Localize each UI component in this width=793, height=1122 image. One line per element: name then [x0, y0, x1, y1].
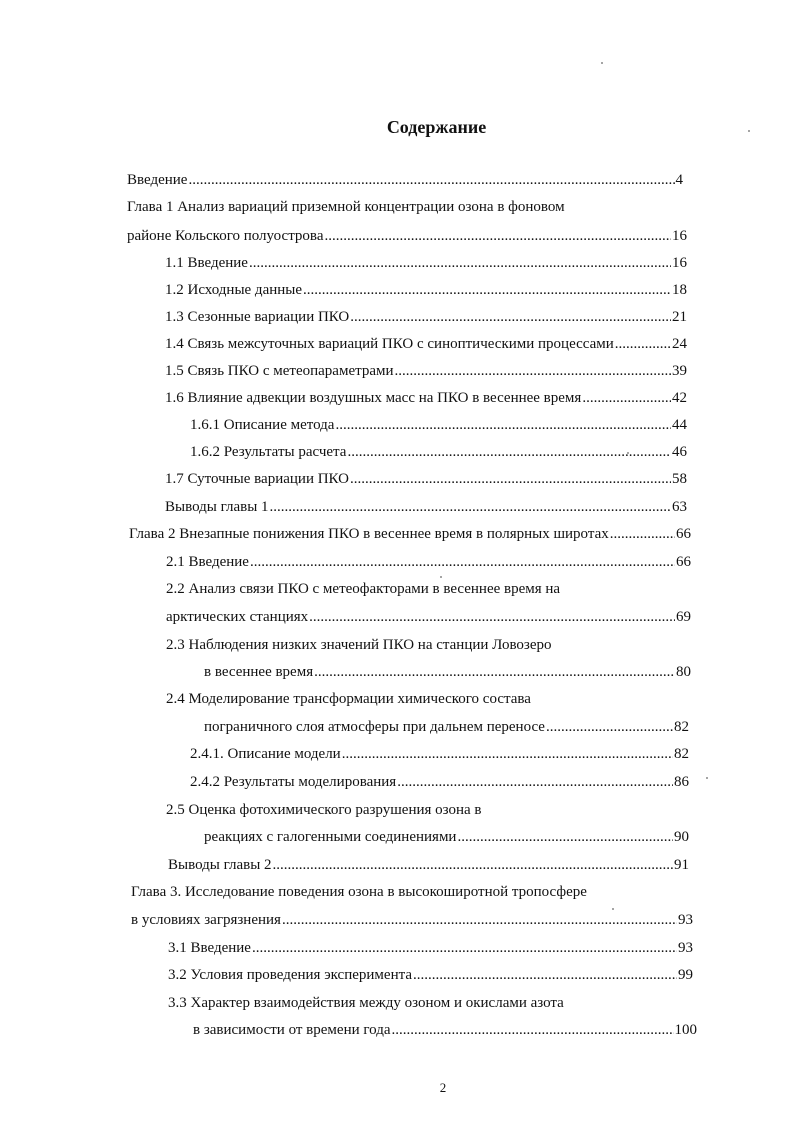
toc-entry-text: Глава 2 Внезапные понижения ПКО в весеннее время в полярных широтах [129, 526, 609, 542]
toc-entry-page: 86 [674, 774, 689, 790]
toc-entry-text: реакциях с галогенными соединениями [204, 829, 457, 845]
toc-entry-page: 58 [672, 471, 687, 487]
toc-leader-dots [350, 308, 671, 326]
toc-entry-text: 1.4 Связь межсуточных вариаций ПКО с синоптическими процессами [165, 336, 614, 352]
toc-entry-page: 90 [674, 829, 689, 845]
scan-speck [612, 908, 614, 910]
toc-entry-page: 46 [672, 444, 687, 460]
toc-entry [165, 254, 687, 272]
toc-entry [204, 663, 691, 681]
toc-leader-dots [413, 966, 677, 984]
toc-entry [131, 911, 693, 929]
toc-entry-page: 66 [676, 554, 691, 570]
toc-entry-text: 1.1 Введение [165, 255, 248, 271]
toc-entry-page: 16 [672, 228, 687, 244]
toc-entry-page: 82 [674, 719, 689, 735]
toc-entry [166, 580, 560, 598]
toc-entry [168, 939, 693, 957]
toc-leader-dots [347, 443, 671, 461]
page-title: Содержание [386, 117, 487, 137]
toc-entry-text: в зависимости от времени года [193, 1022, 391, 1038]
toc-entry [166, 553, 691, 571]
toc-entry-page: 93 [678, 912, 693, 928]
scan-speck [748, 130, 750, 132]
toc-leader-dots [252, 939, 677, 957]
toc-entry [190, 773, 689, 791]
toc-leader-dots [610, 525, 675, 543]
toc-leader-dots [397, 773, 673, 791]
toc-entry-page: 80 [676, 664, 691, 680]
toc-entry [166, 608, 691, 626]
toc-entry-text: Глава 1 Анализ вариаций приземной концентрации озона в фоновом [127, 199, 565, 215]
toc-entry-page: 66 [676, 526, 691, 542]
toc-entry [127, 171, 683, 189]
scan-speck [627, 452, 629, 454]
toc-entry [193, 1021, 697, 1039]
toc-entry-text: 2.4.1. Описание модели [190, 746, 341, 762]
toc-leader-dots [273, 856, 673, 874]
toc-entry [165, 335, 687, 353]
toc-entry-text: арктических станциях [166, 609, 309, 625]
toc-entry-page: 93 [678, 940, 693, 956]
toc-entry-text: 1.2 Исходные данные [165, 282, 303, 298]
toc-entry [127, 227, 687, 245]
toc-entry [165, 498, 687, 516]
toc-entry-text: 1.3 Сезонные вариации ПКО [165, 309, 350, 325]
toc-leader-dots [250, 553, 675, 571]
toc-entry [166, 801, 482, 819]
toc-entry-text: Выводы главы 1 [165, 499, 269, 515]
toc-entry-text: Выводы главы 2 [168, 857, 272, 873]
toc-entry [168, 856, 689, 874]
toc-entry-page: 63 [672, 499, 687, 515]
toc-entry-text: 1.7 Суточные вариации ПКО [165, 471, 350, 487]
toc-entry-text: 3.3 Характер взаимодействия между озоном и окислами азота [168, 995, 564, 1011]
toc-entry-text: 3.2 Условия проведения эксперимента [168, 967, 412, 983]
toc-entry-page: 42 [672, 390, 687, 406]
toc-entry [127, 198, 565, 216]
toc-entry-text: 2.1 Введение [166, 554, 249, 570]
toc-entry-page: 82 [674, 746, 689, 762]
toc-entry-text: 2.2 Анализ связи ПКО с метеофакторами в весеннее время на [166, 581, 561, 597]
toc-leader-dots [615, 335, 671, 353]
scan-speck [440, 576, 442, 578]
scan-speck [601, 62, 603, 64]
toc-leader-dots [350, 470, 671, 488]
toc-entry-page: 21 [672, 309, 687, 325]
toc-leader-dots [546, 718, 673, 736]
toc-entry [166, 690, 531, 708]
toc-leader-dots [309, 608, 675, 626]
toc-leader-dots [303, 281, 671, 299]
toc-entry-text: 1.6 Влияние адвекции воздушных масс на ПКО в весеннее время [165, 390, 582, 406]
toc-entry [204, 828, 689, 846]
toc-entry-page: 91 [674, 857, 689, 873]
toc-entry-page: 18 [672, 282, 687, 298]
toc-entry [190, 416, 687, 434]
toc-leader-dots [282, 911, 677, 929]
toc-entry-text: 2.4.2 Результаты моделирования [190, 774, 397, 790]
toc-leader-dots [395, 362, 671, 380]
toc-entry-text: 2.3 Наблюдения низких значений ПКО на станции Ловозеро [166, 637, 552, 653]
toc-leader-dots [324, 227, 671, 245]
toc-entry-text: Глава 3. Исследование поведения озона в высокоширотной тропосфере [131, 884, 587, 900]
toc-entry-text: районе Кольского полуострова [127, 228, 324, 244]
page-number: 2 [439, 1080, 447, 1095]
toc-entry [190, 745, 689, 763]
toc-entry [131, 883, 587, 901]
toc-entry-page: 99 [678, 967, 693, 983]
toc-entry-text: пограничного слоя атмосферы при дальнем переносе [204, 719, 545, 735]
toc-entry-text: 2.4 Моделирование трансформации химического состава [166, 691, 531, 707]
toc-leader-dots [392, 1021, 674, 1039]
toc-leader-dots [249, 254, 671, 272]
toc-entry [204, 718, 689, 736]
toc-entry-page: 4 [675, 172, 683, 188]
toc-entry [168, 966, 693, 984]
toc-entry [165, 308, 687, 326]
toc-entry-text: 3.1 Введение [168, 940, 251, 956]
toc-entry-page: 100 [674, 1022, 697, 1038]
toc-entry-page: 39 [672, 363, 687, 379]
toc-entry [165, 362, 687, 380]
toc-entry-text: 1.6.1 Описание метода [190, 417, 335, 433]
toc-entry-text: Введение [127, 172, 188, 188]
toc-leader-dots [342, 745, 673, 763]
toc-entry-page: 16 [672, 255, 687, 271]
toc-entry-page: 44 [672, 417, 687, 433]
toc-leader-dots [270, 498, 671, 516]
toc-entry [190, 443, 687, 461]
toc-entry [165, 389, 687, 407]
toc-entry [129, 525, 691, 543]
toc-leader-dots [314, 663, 675, 681]
toc-entry-text: в весеннее время [204, 664, 314, 680]
toc-entry [168, 994, 564, 1012]
toc-entry-text: в условиях загрязнения [131, 912, 281, 928]
toc-leader-dots [188, 171, 674, 189]
toc-entry-text: 1.6.2 Результаты расчета [190, 444, 347, 460]
toc-leader-dots [335, 416, 671, 434]
toc-entry-page: 69 [676, 609, 691, 625]
toc-entry [165, 470, 687, 488]
toc-entry [165, 281, 687, 299]
toc-entry [166, 636, 552, 654]
toc-leader-dots [457, 828, 673, 846]
toc-entry-text: 1.5 Связь ПКО с метеопараметрами [165, 363, 394, 379]
scan-speck [706, 777, 708, 779]
toc-leader-dots [582, 389, 671, 407]
toc-entry-page: 24 [672, 336, 687, 352]
toc-entry-text: 2.5 Оценка фотохимического разрушения озона в [166, 802, 482, 818]
